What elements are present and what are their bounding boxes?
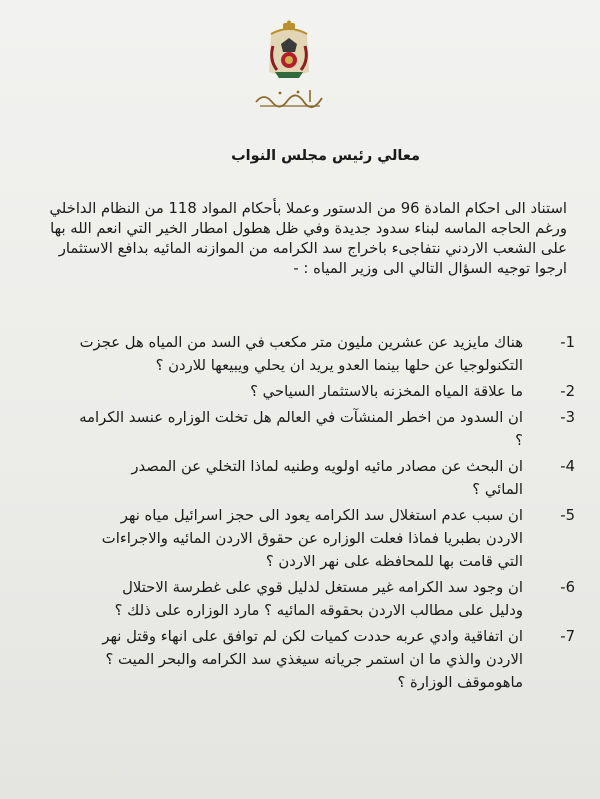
question-line: المائي ؟ bbox=[472, 481, 523, 498]
intro-line: ورغم الحاجه الماسه لبناء سدود جديدة وفي ظل هطول امطار الخير التي انعم الله بها bbox=[50, 220, 567, 237]
parliament-logo-text bbox=[250, 84, 330, 112]
intro-line: استناد الى احكام المادة 96 من الدستور وعملا بأحكام المواد 118 من النظام الداخلي bbox=[49, 200, 567, 217]
questions-list bbox=[30, 331, 575, 697]
intro-line: على الشعب الاردني نتفاجىء باخراج سد الكرامه من الموازنه المائيه بدافع الاستثمار bbox=[58, 240, 567, 257]
question-item bbox=[30, 504, 575, 573]
question-line: التي قامت بها للمحافظه على نهر الاردن ؟ bbox=[265, 553, 523, 570]
question-number: 7- bbox=[560, 628, 575, 645]
question-number: 1- bbox=[560, 334, 575, 351]
question-line: الاردن والذي ما ان استمر جريانه سيغذي سد الكرامه والبحر الميت ؟ bbox=[105, 651, 523, 668]
question-line: ؟ bbox=[515, 432, 523, 449]
question-item bbox=[30, 380, 575, 403]
question-item bbox=[30, 406, 575, 452]
question-number: 5- bbox=[560, 507, 575, 524]
question-number: 2- bbox=[560, 383, 575, 400]
question-number: 4- bbox=[560, 458, 575, 475]
question-line: ان اتفاقية وادي عربه حددت كميات لكن لم توافق على انهاء وقتل نهر bbox=[102, 628, 523, 645]
question-line: هناك مايزيد عن عشرين مليون متر مكعب في السد من المياه هل عجزت bbox=[79, 334, 523, 351]
intro-paragraph bbox=[36, 199, 567, 279]
question-line: ما علاقة المياه المخزنه بالاستثمار السياحي ؟ bbox=[250, 383, 523, 400]
question-line: الاردن بطبريا فماذا فعلت الوزاره عن حقوق الاردن المائيه والاجراءات bbox=[101, 530, 523, 547]
salutation: معالي رئيس مجلس النواب bbox=[231, 148, 420, 164]
jordan-coat-of-arms-icon bbox=[263, 20, 315, 82]
question-number: 3- bbox=[560, 409, 575, 426]
question-number: 6- bbox=[560, 579, 575, 596]
intro-line: ارجوا توجيه السؤال التالي الى وزير المياه : - bbox=[293, 260, 567, 277]
question-line: ان وجود سد الكرامه غير مستغل لدليل قوي على غطرسة الاحتلال bbox=[122, 579, 523, 596]
question-item bbox=[30, 455, 575, 501]
question-item bbox=[30, 576, 575, 622]
question-item bbox=[30, 625, 575, 694]
question-line: ان سبب عدم استغلال سد الكرامه يعود الى حجز اسرائيل مياه نهر bbox=[120, 507, 523, 524]
question-line: ان السدود من اخطر المنشآت في العالم هل تخلت الوزاره عنسد الكرامه bbox=[79, 409, 523, 426]
question-line: ودليل على مطالب الاردن بحقوقه المائيه ؟ مارد الوزاره على ذلك ؟ bbox=[114, 602, 523, 619]
question-line: ان البحث عن مصادر مائيه اولويه وطنيه لماذا التخلي عن المصدر bbox=[131, 458, 523, 475]
question-line: التكنولوجيا عن حلها بينما العدو يريد ان يحلي ويبيعها للاردن ؟ bbox=[155, 357, 523, 374]
question-item bbox=[30, 331, 575, 377]
question-line: ماهوموقف الوزارة ؟ bbox=[397, 674, 523, 691]
